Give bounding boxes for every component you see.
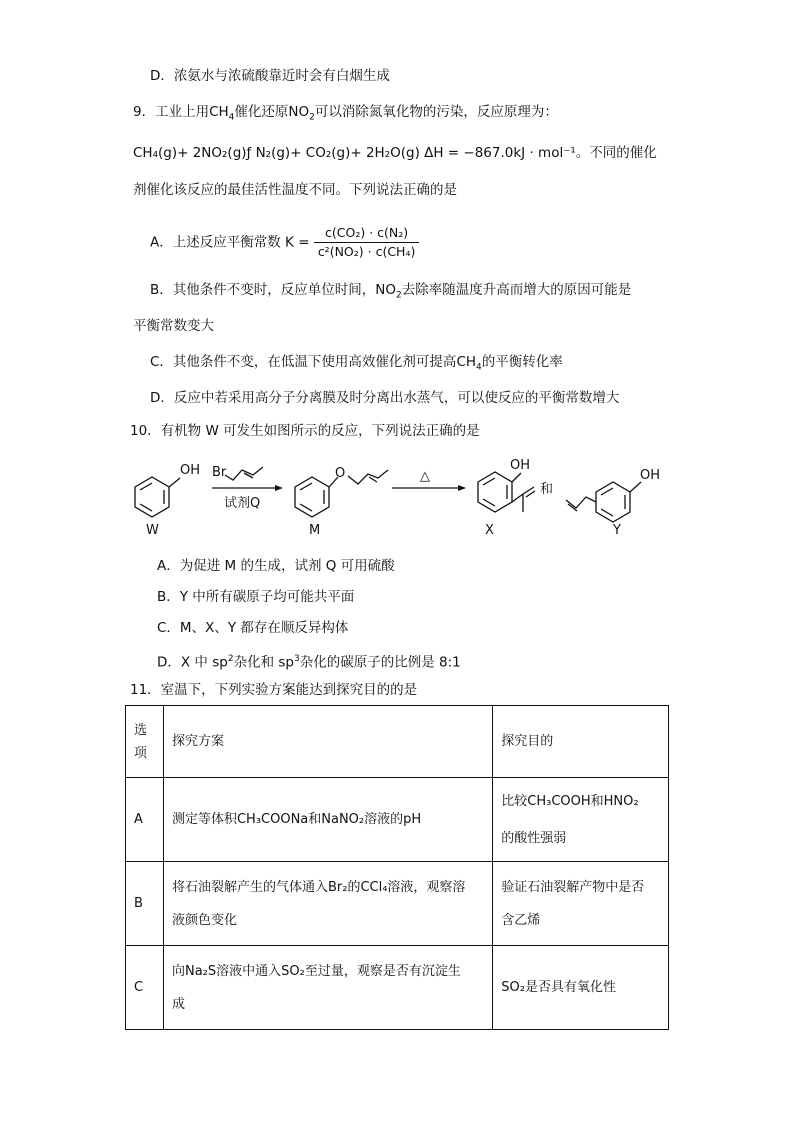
- reaction-equation: CH₄(g)+ 2NO₂(g)ƒ N₂(g)+ CO₂(g)+ 2H₂O(g) ΔH = −867.0kJ · mol⁻¹: [133, 145, 576, 161]
- q9-option-b: B．其他条件不变时，反应单位时间，$NO_2$去除率随温度升高而增大的原因可能是: [150, 282, 632, 301]
- no2-formula: $NO_2$: [375, 282, 402, 301]
- row-c-plan: 向Na₂S溶液中通入SO₂至过量，观察是否有沉淀生 成: [163, 946, 492, 1030]
- and-label: 和: [540, 482, 554, 497]
- compound-x-label: X: [485, 523, 494, 538]
- q9-equation-tail: 。不同的催化: [575, 145, 657, 161]
- row-c-goal: SO₂是否具有氧化性: [493, 946, 669, 1030]
- header-plan: 探究方案: [163, 706, 492, 778]
- fraction-denominator: c²(NO₂) · c(CH₄): [314, 242, 420, 261]
- ch4-formula: $CH_4$: [456, 354, 482, 373]
- q10-option-b: B．Y 中所有碳原子均可能共平面: [157, 589, 355, 605]
- compound-m-label: M: [309, 523, 321, 538]
- q9-stem2: 剂催化该反应的最佳活性温度不同。下列说法正确的是: [133, 182, 457, 198]
- equilibrium-constant-label: K =: [285, 234, 310, 251]
- ch4-formula: $CH_4$: [209, 104, 235, 123]
- w-oh-label: OH: [180, 463, 201, 478]
- row-a-goal: 比较CH₃COOH和HNO₂ 的酸性强弱: [493, 778, 669, 862]
- q9-equation: [133, 143, 657, 163]
- row-b-label: B: [126, 862, 164, 946]
- row-b-plan: 将石油裂解产生的气体通入Br₂的CCl₄溶液，观察溶 液颜色变化: [163, 862, 492, 946]
- y-oh-label: OH: [640, 468, 661, 483]
- q9-option-a-text: A．上述反应平衡常数: [150, 234, 281, 251]
- q9-stem-c: 可以消除氮氧化物的污染，反应原理为：: [314, 104, 558, 120]
- row-a-plan: 测定等体积CH₃COONa和NaNO₂溶液的pH: [163, 778, 492, 862]
- table-row: [126, 778, 669, 862]
- q9-option-c: C．其他条件不变，在低温下使用高效催化剂可提高$CH_4$的平衡转化率: [150, 354, 563, 373]
- row-b-goal: 验证石油裂解产物中是否 含乙烯: [493, 862, 669, 946]
- equilibrium-constant-fraction: [314, 224, 420, 261]
- x-oh-label: OH: [510, 458, 531, 473]
- q8-option-d: D．浓氨水与浓硫酸靠近时会有白烟生成: [150, 68, 390, 84]
- reagent-q-label: 试剂Q: [224, 496, 261, 511]
- table-row: [126, 862, 669, 946]
- header-goal: 探究目的: [493, 706, 669, 778]
- row-a-label: A: [126, 778, 164, 862]
- fraction-numerator: c(CO₂) · c(N₂): [325, 225, 409, 240]
- q11-stem: 11．室温下，下列实验方案能达到探究目的的是: [130, 682, 418, 698]
- q10-option-a: A．为促进 M 的生成，试剂 Q 可用硫酸: [157, 558, 395, 574]
- q9-stem: [133, 102, 558, 128]
- reaction-scheme: [120, 452, 680, 542]
- q9-option-d: D．反应中若采用高分子分离膜及时分离出水蒸气，可以使反应的平衡常数增大: [150, 390, 620, 406]
- row-c-label: C: [126, 946, 164, 1030]
- heat-symbol: △: [420, 469, 430, 484]
- no2-formula: $NO_2$: [288, 104, 315, 123]
- q9-option-a: [150, 224, 419, 261]
- experiment-table: [125, 705, 669, 1030]
- q10-stem: 10．有机物 W 可发生如图所示的反应，下列说法正确的是: [130, 423, 480, 439]
- q9-stem-a: 9．工业上用: [133, 104, 210, 120]
- table-row: [126, 946, 669, 1030]
- q10-option-d: D．X 中 $sp^2$杂化和 $sp^3$杂化的碳原子的比例是 8:1: [157, 654, 461, 671]
- q9-option-b-cont: 平衡常数变大: [133, 318, 214, 334]
- compound-w-label: W: [146, 523, 159, 538]
- m-o-label: O: [335, 466, 346, 481]
- header-option: 选 项: [126, 706, 164, 778]
- compound-y-label: Y: [613, 523, 621, 538]
- table-header-row: [126, 706, 669, 778]
- q9-stem-b: 催化还原: [234, 104, 289, 120]
- br-label: Br: [212, 465, 227, 480]
- q10-option-c: C．M、X、Y 都存在顺反异构体: [157, 620, 349, 636]
